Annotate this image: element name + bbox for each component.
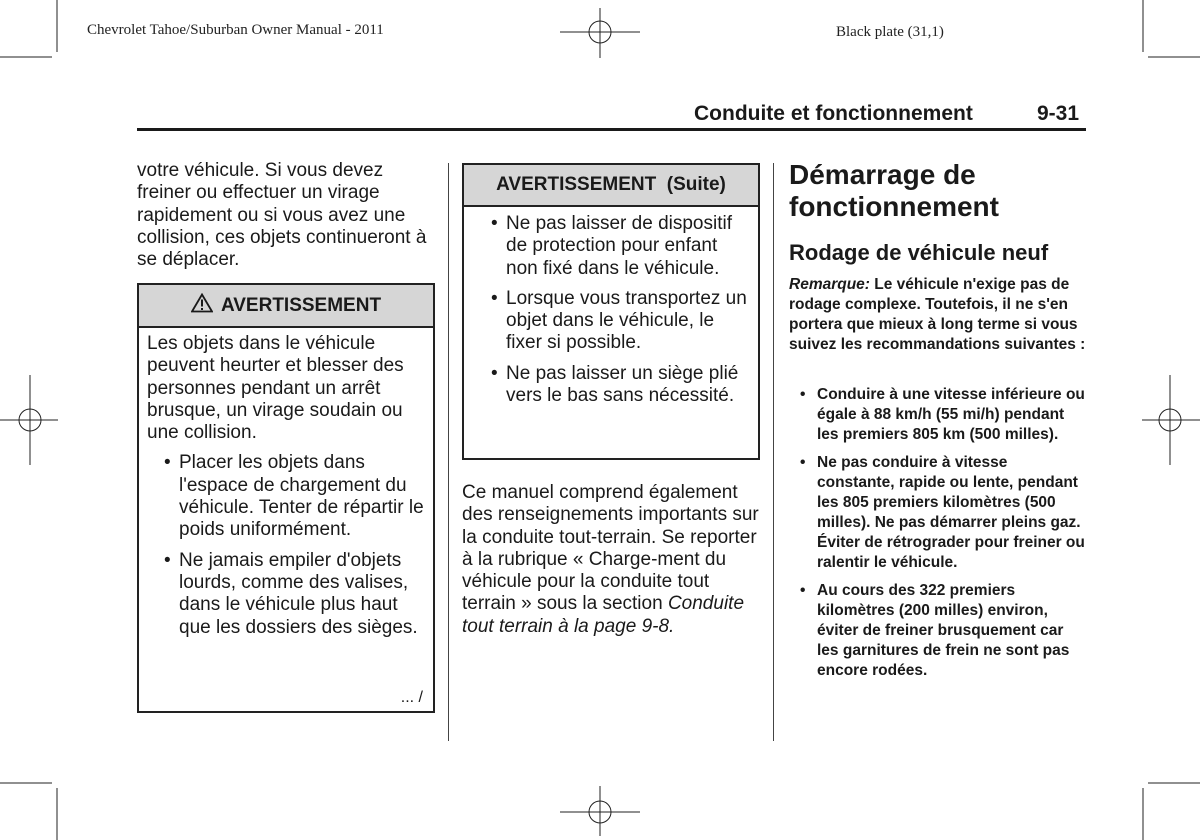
note-text: Le véhicule n'exige pas de rodage complexe. Toutefois, il ne s'en portera que mieux à long terme si vous suivez les recommandations suivantes : (789, 276, 1086, 353)
column-divider (773, 163, 774, 741)
warning-bullet-list (139, 444, 433, 638)
subsection-heading: Rodage de véhicule neuf (789, 240, 1049, 265)
list-item: • Ne jamais empiler d'objets lourds, comme des valises, dans le véhicule plus haut que les dossiers des sièges. (157, 550, 425, 639)
warning-title: AVERTISSEMENT (220, 294, 382, 316)
document-title: Chevrolet Tahoe/Suburban Owner Manual - 2011 (87, 22, 384, 38)
registration-mark-icon (1140, 375, 1200, 465)
warning-header (139, 285, 433, 328)
registration-mark-icon (0, 375, 60, 465)
registration-mark-icon (560, 0, 640, 60)
warning-continued-box (462, 163, 760, 460)
column-divider (448, 163, 449, 741)
plate-label: Black plate (31,1) (836, 24, 944, 40)
list-item: • Au cours des 322 premiers kilomètres (200 milles) environ, éviter de freiner brusquement car les garnitures de frein ne sont pas encore rodées. (789, 581, 1089, 681)
offroad-cross-reference: Conduite tout terrain à la page 9‑8. (462, 593, 745, 637)
intro-paragraph: votre véhicule. Si vous devez freiner ou effectuer un virage rapidement ou si vous avez une collision, ces objets continueront à se déplacer. (137, 160, 427, 271)
section-heading: Démarrage de fonctionnement (789, 159, 999, 222)
list-item: • Conduire à une vitesse inférieure ou égale à 88 km/h (55 mi/h) pendant les premiers 805 km (500 milles). (789, 385, 1089, 445)
warning-triangle-icon (191, 293, 213, 319)
offroad-paragraph (462, 482, 762, 638)
list-item: • Placer les objets dans l'espace de chargement du véhicule. Tenter de répartir le poids uniformément. (157, 452, 425, 541)
header-rule (137, 128, 1086, 131)
list-item: • Ne pas laisser de dispositif de protection pour enfant non fixé dans le véhicule. (484, 213, 750, 280)
list-item: • Lorsque vous transportez un objet dans le véhicule, le fixer si possible. (484, 288, 750, 355)
section-title: Conduite et fonctionnement (694, 102, 973, 125)
list-item: • Ne pas laisser un siège plié vers le bas sans nécessité. (484, 363, 750, 408)
note-paragraph (789, 275, 1089, 355)
page-number: 9-31 (1037, 102, 1080, 125)
warning-continued-title: AVERTISSEMENT (Suite) (496, 174, 726, 195)
registration-mark-icon (560, 780, 640, 840)
break-in-bullet-list (789, 385, 1089, 681)
warning-continued-header (464, 165, 758, 207)
warning-box (137, 283, 435, 713)
warning-body: Les objets dans le véhicule peuvent heurter et blesser des personnes pendant un arrêt brusque, un virage soudain ou une collision. (147, 333, 404, 444)
offroad-paragraph-text: Ce manuel comprend également des renseignements importants sur la conduite tout-terrain. Se reporter à la rubrique « Charge-ment du véhicule pour la conduite tout terrain » sous la section (462, 482, 759, 615)
warning-continued-bullet-list (464, 207, 758, 407)
list-item: • Ne pas conduire à vitesse constante, rapide ou lente, pendant les 805 premiers kilomètres (500 milles). Ne pas démarrer pleins gaz. Éviter de rétrograder pour freiner ou ralentir le véhicule. (789, 453, 1089, 573)
note-label: Remarque: (789, 276, 870, 293)
continued-marker: ... / (400, 689, 423, 706)
